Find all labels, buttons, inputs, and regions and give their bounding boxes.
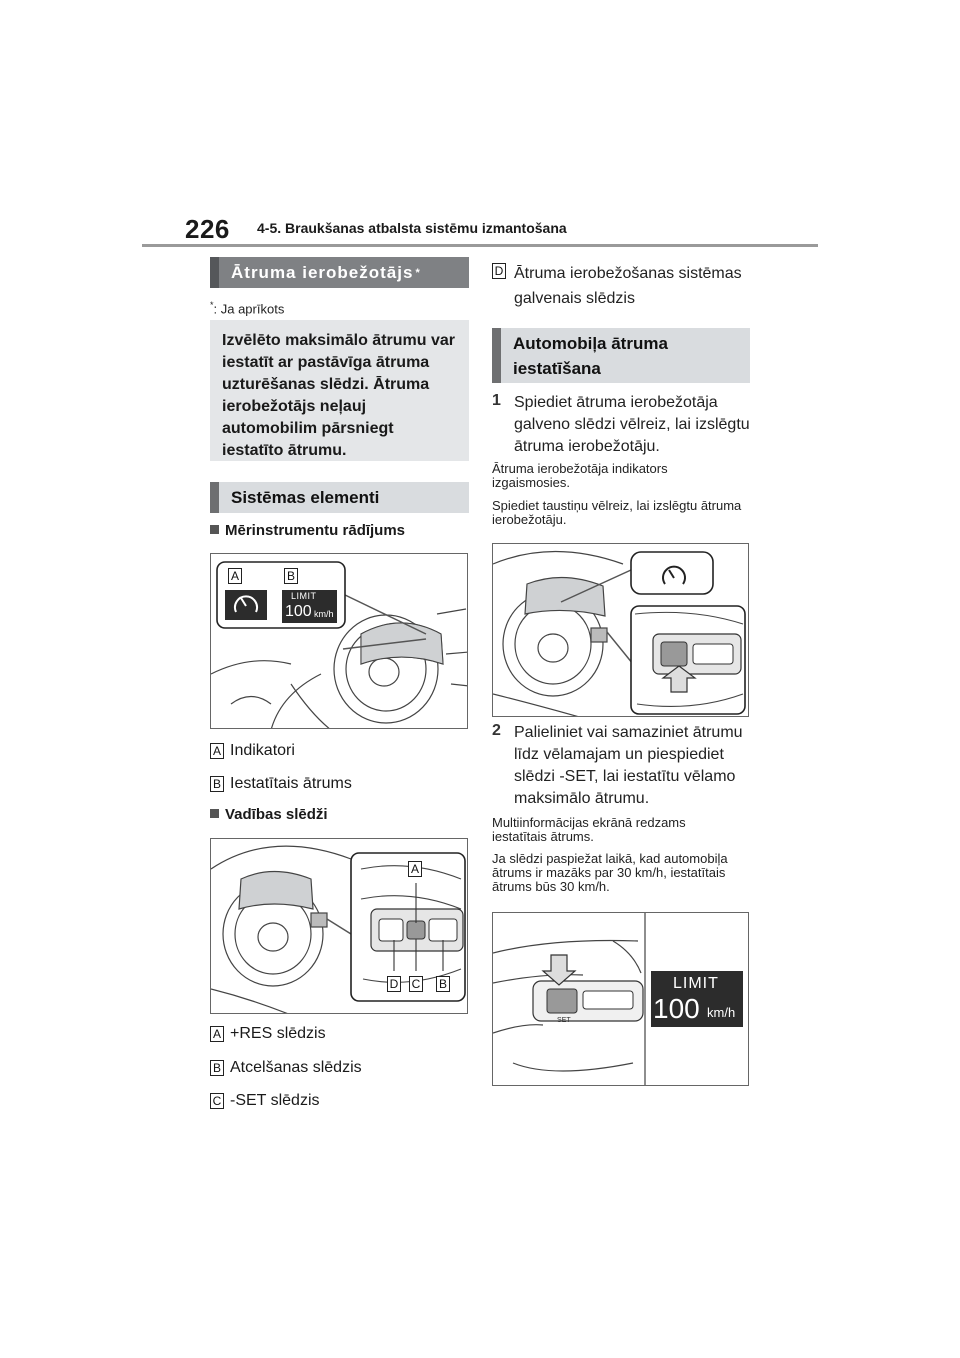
item-label: Indikatori <box>230 742 295 759</box>
item-d <box>492 261 754 311</box>
limit-unit: km/h <box>707 1005 736 1020</box>
item-label: +RES slēdzis <box>230 1025 326 1042</box>
figure-instrument-display <box>210 553 468 729</box>
set-switch-illustration <box>493 913 749 1086</box>
step-number: 2 <box>492 722 501 739</box>
subhead-switches-label: Vadības slēdži <box>225 806 328 823</box>
figure-control-switches <box>210 838 468 1014</box>
limit-word: LIMIT <box>291 591 317 601</box>
item-badge: B <box>210 1060 224 1076</box>
limit-value: 100 <box>653 993 700 1024</box>
display-item-a <box>210 742 295 760</box>
step-text: Spiediet ātruma ierobežotāja galveno slēdzi vēlreiz, lai izslēgtu ātruma ierobežotāju. <box>514 394 750 455</box>
section-header-speed-limiter <box>210 257 469 288</box>
step1-note-b: Spiediet taustiņu vēlreiz, lai izslēgtu ātruma ierobežotāju. <box>492 498 742 527</box>
figure-set-switch <box>492 912 749 1086</box>
callout-c: C <box>409 976 423 992</box>
section-title-star: * <box>415 266 421 279</box>
section-header-setting: Automobiļa ātruma iestatīšana <box>492 328 750 383</box>
square-bullet-icon <box>210 525 219 534</box>
item-d-label: Ātruma ierobežošanas sistēmas galvenais slēdzis <box>514 265 742 307</box>
step1-note-a: Ātruma ierobežotāja indikators izgaismosies. <box>492 461 668 490</box>
callout-b: B <box>284 568 298 584</box>
callout-d: D <box>387 976 401 992</box>
figure-main-switch <box>492 543 749 717</box>
callout-b: B <box>436 976 450 992</box>
set-label: SET <box>557 1017 571 1024</box>
switch-item-c <box>210 1092 320 1110</box>
display-item-b <box>210 775 352 793</box>
instrument-illustration <box>211 554 468 729</box>
item-badge: B <box>210 776 224 792</box>
item-badge: A <box>210 1026 224 1042</box>
item-label: Atcelšanas slēdzis <box>230 1059 362 1076</box>
square-bullet-icon <box>210 809 219 818</box>
item-badge: D <box>492 263 506 279</box>
intro-note-box: Izvēlēto maksimālo ātrumu var iestatīt ar pastāvīga ātruma uzturēšanas slēdzi. Ātruma ierobežotājs neļauj automobilim pārsniegt iestatīto ātrumu. <box>210 320 469 461</box>
item-label: Iestatītais ātrums <box>230 775 352 792</box>
section-title: Ātruma ierobežotājs <box>231 262 414 282</box>
step-1 <box>492 392 754 458</box>
item-label: -SET slēdzis <box>230 1092 320 1109</box>
item-badge: C <box>210 1093 224 1109</box>
step-text: Palieliniet vai samaziniet ātrumu līdz vēlamajam un piespiediet slēdzi -SET, lai iestatītu vēlamo maksimālo ātrumu. <box>514 724 743 807</box>
chapter-title: 4-5. Braukšanas atbalsta sistēmu izmantošana <box>257 220 567 236</box>
item-badge: A <box>210 743 224 759</box>
step-2 <box>492 722 754 810</box>
callout-a: A <box>408 861 422 877</box>
switch-item-a <box>210 1025 326 1043</box>
subhead-switches <box>210 806 328 823</box>
footnote <box>210 298 284 316</box>
limit-word: LIMIT <box>673 975 719 992</box>
footnote-text: : Ja aprīkots <box>213 301 285 317</box>
callout-a: A <box>228 568 242 584</box>
step2-note-b: Ja slēdzi paspiežat laikā, kad automobiļa ātrums ir mazāks par 30 km/h, iestatītais ātrums būs 30 km/h. <box>492 851 728 894</box>
step2-note-a: Multiinformācijas ekrānā redzams iestatītais ātrums. <box>492 815 686 844</box>
page-number: 226 <box>185 214 230 244</box>
subhead-display <box>210 522 405 539</box>
section-header-components: Sistēmas elementi <box>210 482 469 513</box>
switches-illustration <box>211 839 468 1014</box>
step-number: 1 <box>492 392 501 409</box>
footnote-star: * <box>210 300 214 310</box>
switch-item-b <box>210 1059 362 1077</box>
main-switch-illustration <box>493 544 749 717</box>
limit-unit: km/h <box>314 609 334 619</box>
limit-value: 100 <box>285 603 312 620</box>
header-divider <box>142 244 818 247</box>
subhead-display-label: Mērinstrumentu rādījums <box>225 522 406 539</box>
